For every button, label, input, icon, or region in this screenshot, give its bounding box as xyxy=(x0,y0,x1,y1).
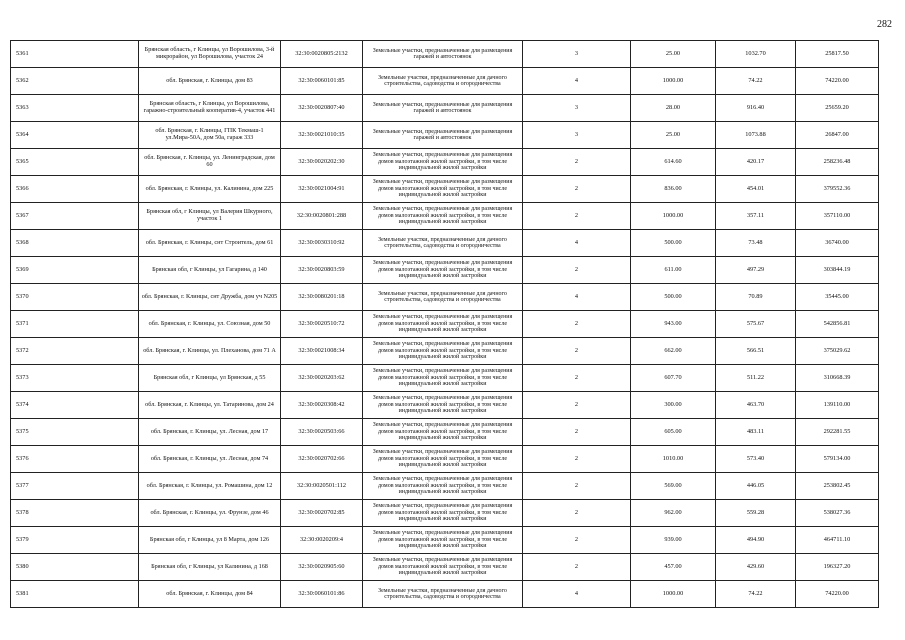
table-body xyxy=(11,41,879,608)
page-number: 282 xyxy=(877,19,892,30)
land-use-cell: Земельные участки, предназначенные для дачного строительства, садоводства и огородничества xyxy=(363,284,523,311)
land-use-cell: Земельные участки, предназначенные для дачного строительства, садоводства и огородничества xyxy=(363,581,523,608)
address-cell: обл. Брянская, г. Клинцы, ул. Лесная, дом 17 xyxy=(139,419,281,446)
area-cell: 611.00 xyxy=(631,257,716,284)
row-number-cell: 5372 xyxy=(11,338,139,365)
cadastral-number-cell: 32:30:0020202:30 xyxy=(281,149,363,176)
cadastral-value-cell: 26847.00 xyxy=(796,122,879,149)
land-use-cell: Земельные участки, предназначенные для размещения домов малоэтажной жилой застройки, в том числе индивидуальной жилой застройки xyxy=(363,203,523,230)
rate-cell: 357.11 xyxy=(716,203,796,230)
row-number-cell: 5377 xyxy=(11,473,139,500)
area-cell: 836.00 xyxy=(631,176,716,203)
row-number-cell: 5362 xyxy=(11,68,139,95)
area-cell: 500.00 xyxy=(631,284,716,311)
table-row xyxy=(11,149,879,176)
group-cell: 2 xyxy=(523,203,631,230)
land-use-cell: Земельные участки, предназначенные для размещения домов малоэтажной жилой застройки, в том числе индивидуальной жилой застройки xyxy=(363,500,523,527)
cadastral-value-cell: 357110.00 xyxy=(796,203,879,230)
address-cell: обл. Брянская, г. Клинцы, ул. Плеханова, дом 71 А xyxy=(139,338,281,365)
group-cell: 2 xyxy=(523,392,631,419)
address-cell: Брянская обл, г Клинцы, ул Брянская, д 55 xyxy=(139,365,281,392)
row-number-cell: 5376 xyxy=(11,446,139,473)
table-row xyxy=(11,473,879,500)
cadastral-number-cell: 32:30:0020702:85 xyxy=(281,500,363,527)
rate-cell: 446.05 xyxy=(716,473,796,500)
group-cell: 4 xyxy=(523,230,631,257)
address-cell: обл. Брянская, г. Клинцы, ГПК Текмаш-1 ул.Мира-50А, дом 50а, гараж 333 xyxy=(139,122,281,149)
group-cell: 4 xyxy=(523,68,631,95)
land-use-cell: Земельные участки, предназначенные для размещения домов малоэтажной жилой застройки, в том числе индивидуальной жилой застройки xyxy=(363,257,523,284)
land-use-cell: Земельные участки, предназначенные для размещения домов малоэтажной жилой застройки, в том числе индивидуальной жилой застройки xyxy=(363,338,523,365)
rate-cell: 559.28 xyxy=(716,500,796,527)
land-use-cell: Земельные участки, предназначенные для размещения домов малоэтажной жилой застройки, в том числе индивидуальной жилой застройки xyxy=(363,473,523,500)
cadastral-value-cell: 25817.50 xyxy=(796,41,879,68)
cadastral-number-cell: 32:30:0060101:86 xyxy=(281,581,363,608)
land-use-cell: Земельные участки, предназначенные для размещения домов малоэтажной жилой застройки, в том числе индивидуальной жилой застройки xyxy=(363,446,523,473)
row-number-cell: 5380 xyxy=(11,554,139,581)
land-use-cell: Земельные участки, предназначенные для размещения гаражей и автостоянок xyxy=(363,122,523,149)
row-number-cell: 5363 xyxy=(11,95,139,122)
table-row xyxy=(11,392,879,419)
cadastral-number-cell: 32:30:0020807:40 xyxy=(281,95,363,122)
address-cell: Брянская обл, г Клинцы, ул 8 Марта, дом 126 xyxy=(139,527,281,554)
group-cell: 3 xyxy=(523,122,631,149)
rate-cell: 916.40 xyxy=(716,95,796,122)
table-row xyxy=(11,338,879,365)
cadastral-value-cell: 258236.48 xyxy=(796,149,879,176)
land-use-cell: Земельные участки, предназначенные для размещения гаражей и автостоянок xyxy=(363,95,523,122)
group-cell: 2 xyxy=(523,527,631,554)
row-number-cell: 5369 xyxy=(11,257,139,284)
address-cell: обл. Брянская, г. Клинцы, ул. Калинина, дом 225 xyxy=(139,176,281,203)
table-row xyxy=(11,284,879,311)
land-use-cell: Земельные участки, предназначенные для размещения домов малоэтажной жилой застройки, в том числе индивидуальной жилой застройки xyxy=(363,149,523,176)
table-row xyxy=(11,122,879,149)
land-use-cell: Земельные участки, предназначенные для размещения домов малоэтажной жилой застройки, в том числе индивидуальной жилой застройки xyxy=(363,311,523,338)
table-row xyxy=(11,446,879,473)
rate-cell: 575.67 xyxy=(716,311,796,338)
table-row xyxy=(11,419,879,446)
address-cell: обл. Брянская, г. Клинцы, ул. Фрунзе, дом 46 xyxy=(139,500,281,527)
area-cell: 605.00 xyxy=(631,419,716,446)
cadastral-value-cell: 379552.36 xyxy=(796,176,879,203)
cadastral-number-cell: 32:30:0021008:34 xyxy=(281,338,363,365)
row-number-cell: 5375 xyxy=(11,419,139,446)
group-cell: 2 xyxy=(523,446,631,473)
table-row xyxy=(11,68,879,95)
cadastral-value-cell: 375029.62 xyxy=(796,338,879,365)
row-number-cell: 5373 xyxy=(11,365,139,392)
address-cell: обл. Брянская, г. Клинцы, снт Дружба, дом уч N205 xyxy=(139,284,281,311)
row-number-cell: 5381 xyxy=(11,581,139,608)
rate-cell: 420.17 xyxy=(716,149,796,176)
group-cell: 2 xyxy=(523,257,631,284)
group-cell: 2 xyxy=(523,419,631,446)
cadastral-value-cell: 74220.00 xyxy=(796,68,879,95)
group-cell: 2 xyxy=(523,311,631,338)
area-cell: 28.00 xyxy=(631,95,716,122)
table-row xyxy=(11,365,879,392)
cadastral-value-cell: 464711.10 xyxy=(796,527,879,554)
row-number-cell: 5379 xyxy=(11,527,139,554)
cadastral-number-cell: 32:30:0020308:42 xyxy=(281,392,363,419)
group-cell: 2 xyxy=(523,554,631,581)
group-cell: 2 xyxy=(523,365,631,392)
address-cell: обл. Брянская, г. Клинцы, ул. Ленинградская, дом 60 xyxy=(139,149,281,176)
table-row xyxy=(11,311,879,338)
rate-cell: 1073.88 xyxy=(716,122,796,149)
table-row xyxy=(11,554,879,581)
address-cell: Брянская область, г Клинцы, ул Ворошилова, гаражно-строительный кооператив-4, участок 441 xyxy=(139,95,281,122)
area-cell: 943.00 xyxy=(631,311,716,338)
area-cell: 1010.00 xyxy=(631,446,716,473)
cadastral-value-cell: 196327.20 xyxy=(796,554,879,581)
row-number-cell: 5370 xyxy=(11,284,139,311)
address-cell: обл. Брянская, г. Клинцы, ул. Лесная, дом 74 xyxy=(139,446,281,473)
cadastral-number-cell: 32:30:0080201:18 xyxy=(281,284,363,311)
row-number-cell: 5374 xyxy=(11,392,139,419)
group-cell: 4 xyxy=(523,581,631,608)
rate-cell: 454.01 xyxy=(716,176,796,203)
cadastral-value-cell: 74220.00 xyxy=(796,581,879,608)
address-cell: Брянская обл, г Клинцы, ул Валерия Шкурного, участок 1 xyxy=(139,203,281,230)
cadastral-number-cell: 32:30:0020503:66 xyxy=(281,419,363,446)
cadastral-value-cell: 310668.39 xyxy=(796,365,879,392)
row-number-cell: 5378 xyxy=(11,500,139,527)
rate-cell: 74.22 xyxy=(716,68,796,95)
cadastral-number-cell: 32:30:0030310:92 xyxy=(281,230,363,257)
table-row xyxy=(11,500,879,527)
land-use-cell: Земельные участки, предназначенные для дачного строительства, садоводства и огородничества xyxy=(363,68,523,95)
rate-cell: 494.90 xyxy=(716,527,796,554)
row-number-cell: 5368 xyxy=(11,230,139,257)
cadastral-number-cell: 32:30:0020801:288 xyxy=(281,203,363,230)
area-cell: 300.00 xyxy=(631,392,716,419)
cadastral-number-cell: 32:30:0020203:62 xyxy=(281,365,363,392)
group-cell: 4 xyxy=(523,284,631,311)
table-row xyxy=(11,230,879,257)
address-cell: обл. Брянская, г. Клинцы, дом 83 xyxy=(139,68,281,95)
area-cell: 939.00 xyxy=(631,527,716,554)
address-cell: Брянская обл, г Клинцы, ул Калинина, д 168 xyxy=(139,554,281,581)
land-use-cell: Земельные участки, предназначенные для размещения домов малоэтажной жилой застройки, в том числе индивидуальной жилой застройки xyxy=(363,176,523,203)
group-cell: 2 xyxy=(523,500,631,527)
cadastral-number-cell: 32:30:0020501:112 xyxy=(281,473,363,500)
rate-cell: 483.11 xyxy=(716,419,796,446)
cadastral-number-cell: 32:30:0020905:60 xyxy=(281,554,363,581)
rate-cell: 429.60 xyxy=(716,554,796,581)
group-cell: 2 xyxy=(523,473,631,500)
group-cell: 2 xyxy=(523,338,631,365)
land-use-cell: Земельные участки, предназначенные для размещения домов малоэтажной жилой застройки, в том числе индивидуальной жилой застройки xyxy=(363,392,523,419)
area-cell: 500.00 xyxy=(631,230,716,257)
table-row xyxy=(11,527,879,554)
land-use-cell: Земельные участки, предназначенные для размещения домов малоэтажной жилой застройки, в том числе индивидуальной жилой застройки xyxy=(363,527,523,554)
table-row xyxy=(11,257,879,284)
area-cell: 962.00 xyxy=(631,500,716,527)
area-cell: 1000.00 xyxy=(631,68,716,95)
row-number-cell: 5361 xyxy=(11,41,139,68)
row-number-cell: 5365 xyxy=(11,149,139,176)
cadastral-number-cell: 32:30:0020702:66 xyxy=(281,446,363,473)
address-cell: Брянская область, г Клинцы, ул Ворошилова, 3-й микрорайон, ул Ворошилова, участок 24 xyxy=(139,41,281,68)
area-cell: 25.00 xyxy=(631,41,716,68)
cadastral-value-cell: 139110.00 xyxy=(796,392,879,419)
group-cell: 3 xyxy=(523,95,631,122)
area-cell: 1000.00 xyxy=(631,581,716,608)
area-cell: 607.70 xyxy=(631,365,716,392)
cadastral-value-cell: 25659.20 xyxy=(796,95,879,122)
area-cell: 457.00 xyxy=(631,554,716,581)
cadastral-number-cell: 32:30:0060101:85 xyxy=(281,68,363,95)
rate-cell: 511.22 xyxy=(716,365,796,392)
rate-cell: 1032.70 xyxy=(716,41,796,68)
row-number-cell: 5367 xyxy=(11,203,139,230)
address-cell: обл. Брянская, г. Клинцы, дом 84 xyxy=(139,581,281,608)
cadastral-value-cell: 35445.00 xyxy=(796,284,879,311)
cadastral-number-cell: 32:30:0021010:35 xyxy=(281,122,363,149)
row-number-cell: 5364 xyxy=(11,122,139,149)
cadastral-number-cell: 32:30:0020510:72 xyxy=(281,311,363,338)
cadastral-value-cell: 303844.19 xyxy=(796,257,879,284)
area-cell: 25.00 xyxy=(631,122,716,149)
row-number-cell: 5371 xyxy=(11,311,139,338)
rate-cell: 497.29 xyxy=(716,257,796,284)
address-cell: обл. Брянская, г. Клинцы, ул. Союзная, дом 50 xyxy=(139,311,281,338)
land-use-cell: Земельные участки, предназначенные для дачного строительства, садоводства и огородничества xyxy=(363,230,523,257)
rate-cell: 573.40 xyxy=(716,446,796,473)
rate-cell: 566.51 xyxy=(716,338,796,365)
cadastral-value-cell: 579134.00 xyxy=(796,446,879,473)
land-use-cell: Земельные участки, предназначенные для размещения домов малоэтажной жилой застройки, в том числе индивидуальной жилой застройки xyxy=(363,554,523,581)
cadastral-value-cell: 292281.55 xyxy=(796,419,879,446)
rate-cell: 463.70 xyxy=(716,392,796,419)
area-cell: 569.00 xyxy=(631,473,716,500)
area-cell: 1000.00 xyxy=(631,203,716,230)
table-row xyxy=(11,41,879,68)
group-cell: 2 xyxy=(523,149,631,176)
address-cell: обл. Брянская, г. Клинцы, снт Строитель, дом 61 xyxy=(139,230,281,257)
table-row xyxy=(11,581,879,608)
land-use-cell: Земельные участки, предназначенные для размещения домов малоэтажной жилой застройки, в том числе индивидуальной жилой застройки xyxy=(363,365,523,392)
table-row xyxy=(11,95,879,122)
address-cell: обл. Брянская, г. Клинцы, ул. Татаринова, дом 24 xyxy=(139,392,281,419)
cadastral-number-cell: 32:30:0020209:4 xyxy=(281,527,363,554)
table-row xyxy=(11,176,879,203)
address-cell: Брянская обл, г Клинцы, ул Гагарина, д 140 xyxy=(139,257,281,284)
cadastral-number-cell: 32:30:0020805:2132 xyxy=(281,41,363,68)
cadastral-value-cell: 253802.45 xyxy=(796,473,879,500)
area-cell: 614.60 xyxy=(631,149,716,176)
rate-cell: 73.48 xyxy=(716,230,796,257)
group-cell: 2 xyxy=(523,176,631,203)
cadastral-number-cell: 32:30:0021004:91 xyxy=(281,176,363,203)
land-use-cell: Земельные участки, предназначенные для размещения гаражей и автостоянок xyxy=(363,41,523,68)
rate-cell: 70.89 xyxy=(716,284,796,311)
cadastral-value-cell: 538027.36 xyxy=(796,500,879,527)
table-row xyxy=(11,203,879,230)
cadastral-value-cell: 542856.81 xyxy=(796,311,879,338)
row-number-cell: 5366 xyxy=(11,176,139,203)
cadastral-value-cell: 36740.00 xyxy=(796,230,879,257)
group-cell: 3 xyxy=(523,41,631,68)
cadastral-number-cell: 32:30:0020803:59 xyxy=(281,257,363,284)
rate-cell: 74.22 xyxy=(716,581,796,608)
land-registry-table xyxy=(10,40,879,608)
area-cell: 662.00 xyxy=(631,338,716,365)
address-cell: обл. Брянская, г. Клинцы, ул. Ромашина, дом 12 xyxy=(139,473,281,500)
land-use-cell: Земельные участки, предназначенные для размещения домов малоэтажной жилой застройки, в том числе индивидуальной жилой застройки xyxy=(363,419,523,446)
